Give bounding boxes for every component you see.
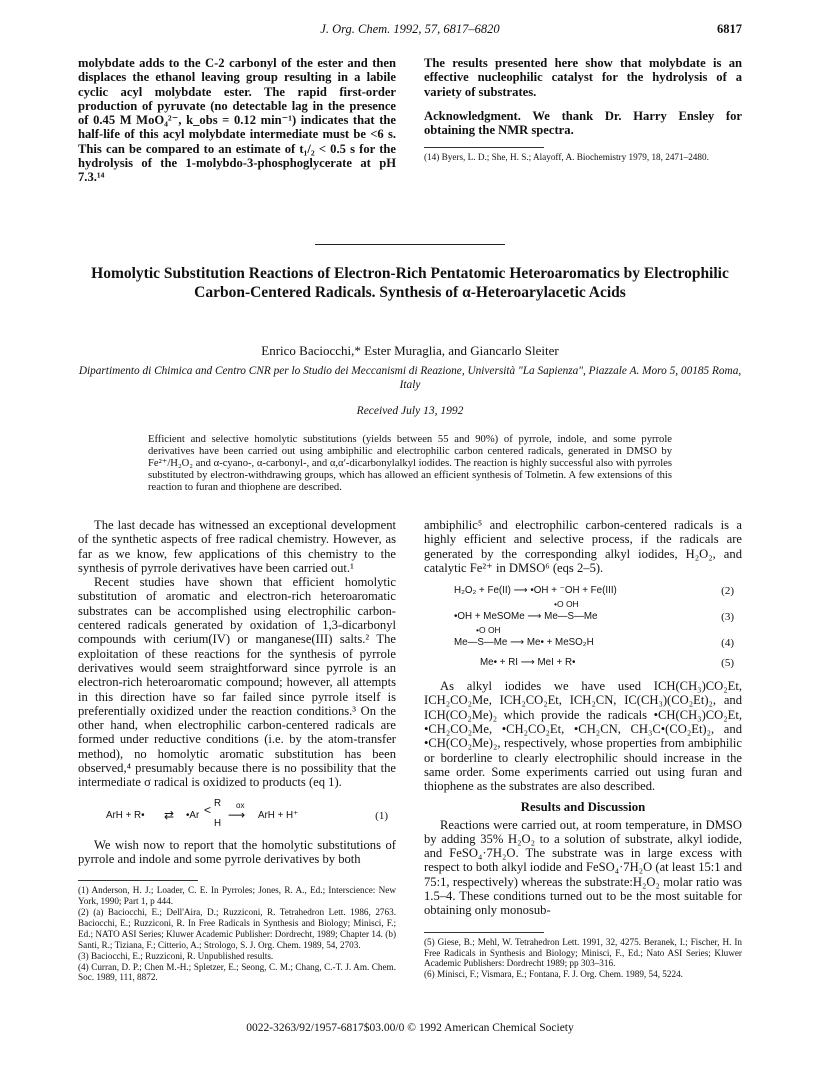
ack-label: Acknowledgment. [424,108,521,123]
footnote-6: (6) Minisci, F.; Vismara, E.; Fontana, F. J. Org. Chem. 1989, 54, 5224. [424,969,683,980]
right-paragraph-3: Reactions were carried out, at room temperature, in DMSO by adding 35% H₂O₂ to a solution of substrate, alkyl iodide, and FeSO₄·7H₂O. The substrate was in large excess with respect to both alkyl iodide and FeSO₄·7H₂O (at least 15:1 and 75:1, respectively) whereas the substrate:H₂O₂ molar ratio was 1.5–4. These conditions turned out to be the most suitable for obtaining only monosub- [424,817,742,918]
left-column [78,518,396,983]
copyright-footer: 0022-3263/92/1957-6817$03.00/0 © 1992 American Chemical Society [246,1022,574,1034]
footnote-3: (3) Baciocchi, E.; Ruzziconi, R. Unpublished results. [78,950,274,961]
section-title: Results and Discussion [520,799,646,814]
footnote-14: (14) Byers, L. D.; She, H. S.; Alayoff, A. Biochemistry 1979, 18, 2471–2480. [424,152,709,163]
journal-citation: J. Org. Chem. 1992, 57, 6817–6820 [320,22,500,36]
footnote-2: (2) (a) Baciocchi, E.; Dell'Aira, D.; Ruzziconi, R. Tetrahedron Lett. 1986, 2763. Baciocchi, E.; Ruzziconi, R. In Free Radicals in Synthesis and Biology; Minisci, F.; Ed.; NATO ASI Series; Kluwer Academic Publisher: Dordrecht, 1989; Chapter 14. (b) Santi, R.; Tiziana, F.; Citterio, A.; Strologo, S. J. Org. Chem. 1989, 54, 2703. [78,907,396,950]
eq5-number: (5) [721,657,734,670]
eq2-number: (2) [721,585,734,598]
equation-5 [424,653,742,673]
eq1-right: ArH + H⁺ [258,809,299,821]
footnote-5: (5) Giese, B.; Mehl, W. Tetrahedron Lett. 1991, 32, 4275. Beranek, I.; Fischer, H. In Free Radicals in Synthesis and Biology; Minisci, F., Ed.; Nato ASI Series; Kluwer Academic Publishers: Dordrecht 1989; pp 303–316. [424,936,742,969]
right-paragraph-2: As alkyl iodides we have used ICH(CH₃)CO₂Et, ICH₂CO₂Me, ICH₂CO₂Et, ICH₂CN, IC(CH₃)(CO₂Et)₂, and ICH(CO₂Me)₂ which provide the radicals •CH(CH₃)CO₂Et, •CH₂CO₂Me, •CH₂CO₂Et, •CH₂CN, CH₃C•(CO₂Et)₂, and •CH(CO₂Me)₂, respectively, whose properties from ambiphilic or borderline to clearly electrophilic should increase in the same order. Some experiments carried out using furan and thiophene as the substrates are also described. [424,679,742,794]
right-column [424,518,742,980]
eq1-h: H [214,817,222,829]
eq4-number: (4) [721,637,734,650]
equation-2 [424,581,742,601]
affiliation: Dipartimento di Chimica and Centro CNR per lo Studio dei Meccanismi di Reazione, Università "La Sapienza", Piazzale A. Moro 5, 00185 Roma, Italy [78,365,742,391]
equation-4 [424,627,742,653]
intro-paragraph-2: Recent studies have shown that efficient homolytic substitution of aromatic and electron-rich heteroaromatic substrates can be accomplished using electrophilic carbon-centered radicals generated by oxidation of 1,3-dicarbonyl compounds with cerium(IV) or manganese(III) salts.² The exploitation of these reactions for the synthesis of pyrrole derivatives would seem straightforward since pyrrole is an electron-rich heteroaromatic compound; however, all attempts in this direction have so far failed since pyrrole itself is preferentially oxidized under the reaction conditions.³ On the other hand, when electrophilic carbon-centered radicals are formed under reductive conditions (i.e. by the atom-transfer method), no homolytic aromatic substitution has been observed,⁴ presumably because there is no possibility that the intermediate σ radical is oxidized to products (eq 1). [78,575,396,790]
abstract: Efficient and selective homolytic substitutions (yields between 55 and 90%) of pyrrole, indole, and some pyrrole derivatives have been carried out using ambiphilic and electrophilic carbon centered radicals, generated in DMSO by Fe²⁺/H₂O₂ and α-cyano-, α-carbonyl-, and α,α′-dicarbonylalkyl iodides. The reaction is highly successful also with pyrroles substituted by electron-withdrawing groups, which has allowed an efficient synthesis of Tolmetin. A few extensions of this reaction to furan and thiophene are described. [148,434,672,494]
conclusion-paragraph: The results presented here show that molybdate is an effective nucleophilic catalyst for the hydrolysis of a variety of substrates. [424,56,742,99]
eq1-r: R [214,797,222,809]
article-separator [315,244,505,245]
eq1-bracket: < [204,802,212,817]
intro-paragraph-3: We wish now to report that the homolytic substitutions of pyrrole and indole and some pyrrole derivatives by both [78,837,396,866]
footnote-rule-right [424,932,544,933]
page-number: 6817 [717,22,742,36]
eq5-text: Me• + RI ⟶ MeI + R• [480,657,576,669]
eq4-top: •O OH [476,625,501,636]
eq1-ox: ox [236,800,245,810]
footnote-4: (4) Curran, D. P.; Chen M.-H.; Spletzer, E.; Seong, C. M.; Chang, C.-T. J. Am. Chem. Soc. 1989, 111, 8872. [78,961,396,983]
article-title: Homolytic Substitution Reactions of Electron-Rich Pentatomic Heteroaromatics by Electrophilic Carbon-Centered Radicals. Synthesis of α-Heteroarylacetic Acids [91,265,729,301]
running-header [78,22,742,40]
previous-article-right [424,56,742,163]
eq3-top: •O OH [554,599,579,610]
intro-paragraph-1: The last decade has witnessed an exceptional development of the synthetic aspects of free radical chemistry. However, as far as we know, few applications of this chemistry to the synthesis of pyrrole derivatives have been carried out.¹ [78,518,396,575]
author-list: Enrico Baciocchi,* Ester Muraglia, and Giancarlo Sleiter [261,343,559,358]
ack-text: We thank Dr. Harry Ensley for obtaining the NMR spectra. [424,108,742,138]
eq3-number: (3) [721,611,734,624]
eq3-text: •OH + MeSOMe ⟶ Me—S—Me [454,611,598,623]
eq1-arrow: ⟶ [228,807,246,822]
footnote-rule [424,147,544,148]
eq1-number: (1) [375,809,388,822]
eq1-left: ArH + R• [106,809,145,821]
eq1-equilibrium-arrow: ⇄ [164,807,175,822]
footnote-rule-left [78,880,198,881]
footnote-1: (1) Anderson, H. J.; Loader, C. E. In Pyrroles; Jones, R. A., Ed.; Interscience: New York, 1990; Part 1, p 444. [78,885,396,907]
eq2-text: H₂O₂ + Fe(II) ⟶ •OH + ⁻OH + Fe(III) [454,585,617,597]
previous-article-left [78,56,396,185]
previous-article-paragraph: molybdate adds to the C-2 carbonyl of the ester and then displaces the ethanol leaving group resulting in a labile cyclic acyl molybdate ester. The rapid first-order production of pyruvate (no detectable lag in the presence of 0.45 M MoO₄²⁻, k_obs = 0.12 min⁻¹) indicates that the half-life of this acyl molybdate intermediate must be <6 s. This can be compared to an estimate of t₁/₂ < 0.5 s for the hydrolysis of the 1-molybdo-3-phosphoglycerate at pH 7.3.¹⁴ [78,56,396,185]
acknowledgment [424,109,742,138]
eq4-text: Me—S—Me ⟶ Me• + MeSO₂H [454,637,594,649]
right-paragraph-1: ambiphilic⁵ and electrophilic carbon-centered radicals is a highly efficient and selective process, if the radicals are generated by the corresponding alkyl iodides, H₂O₂, and catalytic Fe²⁺ in DMSO⁶ (eqs 2–5). [424,518,742,575]
equation-1 [78,796,396,830]
received-date: Received July 13, 1992 [356,405,464,417]
equation-3 [424,601,742,627]
eq1-sigma-radical: •Ar [186,809,200,821]
